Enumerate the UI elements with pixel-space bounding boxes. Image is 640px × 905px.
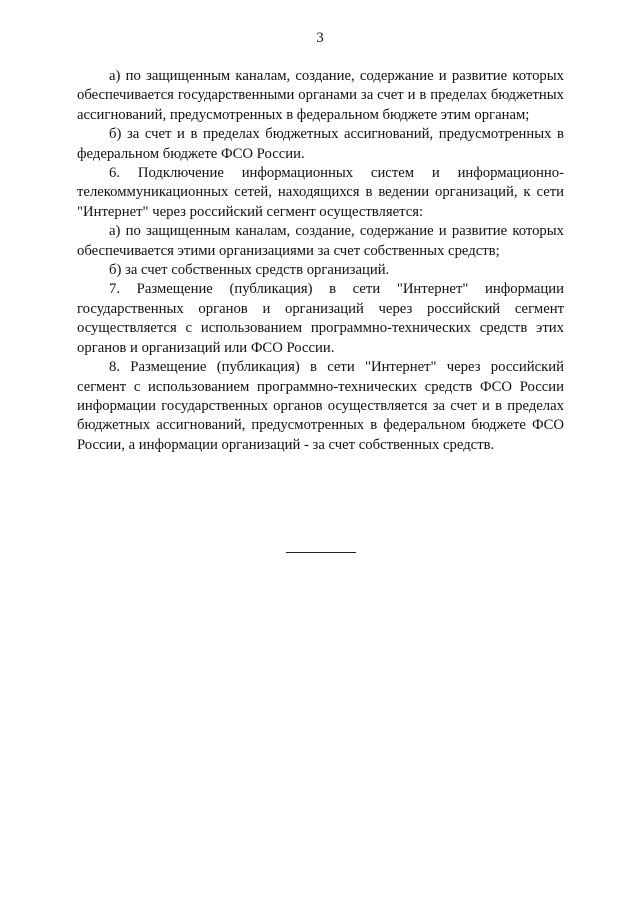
paragraph-6-organizations-connection: 6. Подключение информационных систем и информационно-телекоммуникационных сетей, находящихся в ведении организаций, к сети "Интернет" через российский сегмент осуществляется: [77, 165, 564, 220]
paragraph-7-publication: 7. Размещение (публикация) в сети "Интернет" информации государственных органов и организаций через российский сегмент осуществляется с использованием программно-технических средств этих органов и организаций или ФСО России. [77, 281, 564, 356]
paragraph-b-budget-fso: б) за счет и в пределах бюджетных ассигнований, предусмотренных в федеральном бюджете ФСО России. [77, 126, 564, 162]
paragraph-a-protected-channels-organizations: а) по защищенным каналам, создание, содержание и развитие которых обеспечивается этими организациями за счет собственных средств; [77, 223, 564, 259]
paragraph-a-protected-channels-state: а) по защищенным каналам, создание, содержание и развитие которых обеспечивается государственными органами за счет и в пределах бюджетных ассигнований, предусмотренных в федеральном бюджете этим органам; [77, 68, 564, 123]
paragraph-8-publication-funding: 8. Размещение (публикация) в сети "Интернет" через российский сегмент с использованием программно-технических средств ФСО России информации государственных органов осуществляется за счет и в пределах бюджетных ассигнований, предусмотренных в федеральном бюджете ФСО России, а информации организаций - за счет собственных средств. [77, 359, 564, 453]
page-number: 3 [316, 30, 324, 46]
paragraph-b-own-funds: б) за счет собственных средств организаций. [109, 262, 390, 279]
document-body [77, 67, 564, 455]
end-separator-line [286, 552, 356, 553]
